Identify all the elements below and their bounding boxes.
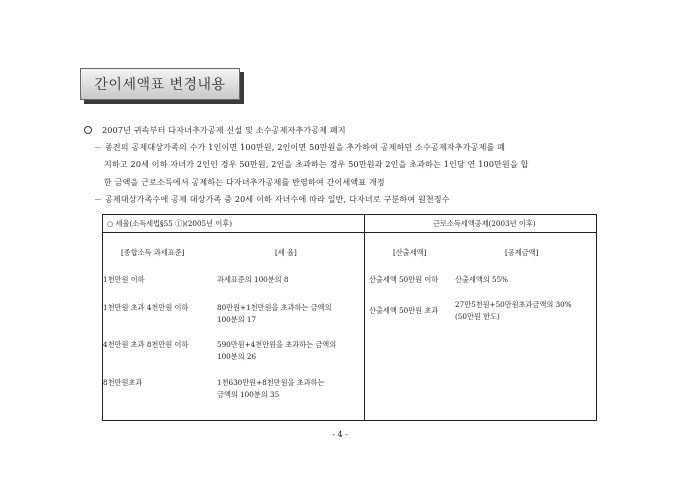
tax-rate-table bbox=[102, 214, 597, 421]
detail-line-2: 지하고 20세 이하 자녀가 2인인 경우 50만원, 2인을 초과하는 경우 50만원과 2인을 초과하는 1인당 연 100만원을 합 bbox=[104, 160, 529, 169]
rate-4-cont: 금액의 100분의 35 bbox=[217, 390, 280, 399]
deduction-2: 27만5천원+50만원초과금액의 30% bbox=[455, 300, 572, 309]
tax-credit-cell bbox=[365, 233, 597, 421]
deduction-2-cont: (50만원 한도) bbox=[455, 312, 500, 321]
right-header-cell bbox=[365, 215, 597, 233]
page-number: - 4 - bbox=[332, 430, 348, 439]
rate-2: 80만원+1천만원을 초과하는 금액의 bbox=[217, 303, 332, 312]
right-header: 근로소득세액공제(2003년 이후) bbox=[433, 219, 536, 228]
calc-tax-2: 산출세액 50만원 초과 bbox=[369, 306, 439, 315]
detail-line-3: 한 금액을 근로소득에서 공제하는 다자녀추가공제를 반영하여 간이세액표 개정 bbox=[104, 178, 385, 187]
income-bracket-2: 1천만원 초과 4천만원 이하 bbox=[103, 303, 189, 312]
rate-3-cont: 100분의 26 bbox=[217, 352, 257, 361]
income-bracket-3: 4천만원 초과 8천만원 이하 bbox=[103, 340, 189, 349]
tax-rate-cell bbox=[103, 233, 365, 421]
section-title: 간이세액표 변경내용 bbox=[80, 68, 240, 100]
col-calc-tax-header: [산출세액] bbox=[393, 248, 427, 257]
detail-line-1: － 종전의 공제대상가족의 수가 1인이면 100만원, 2인이면 50만원을 추가하여 공제하던 소수공제자추가공제를 폐 bbox=[94, 143, 506, 152]
col-rate-header: [세 율] bbox=[275, 248, 297, 257]
detail-line-4: － 공제대상가족수에 공제 대상가족 중 20세 이하 자녀수에 따라 일반, 다자녀로 구분하여 원천징수 bbox=[94, 195, 450, 204]
rate-1: 과세표준의 100분의 8 bbox=[217, 275, 289, 284]
rate-2-cont: 100분의 17 bbox=[217, 315, 257, 324]
income-bracket-4: 8천만원초과 bbox=[103, 378, 143, 387]
col-deduction-header: [공제금액] bbox=[505, 248, 539, 257]
rate-4: 1천630만원+8천만원을 초과하는 bbox=[217, 378, 325, 387]
bullet-circle-icon bbox=[84, 126, 92, 134]
left-header: ○ 세율(소득세법§55 ①)(2005년 이후) bbox=[107, 219, 233, 228]
rate-3: 590만원+4천만원을 초과하는 금액의 bbox=[217, 340, 337, 349]
calc-tax-1: 산출세액 50만원 이하 bbox=[369, 275, 439, 284]
summary-line: 2007년 귀속부터 다자녀추가공제 신설 및 소수공제자추가공제 폐지 bbox=[102, 126, 346, 135]
deduction-1: 산출세액의 55% bbox=[455, 275, 508, 284]
col-income-header: [종합소득 과세표준] bbox=[121, 248, 185, 257]
income-bracket-1: 1천만원 이하 bbox=[103, 275, 145, 284]
left-header-cell bbox=[103, 215, 365, 233]
